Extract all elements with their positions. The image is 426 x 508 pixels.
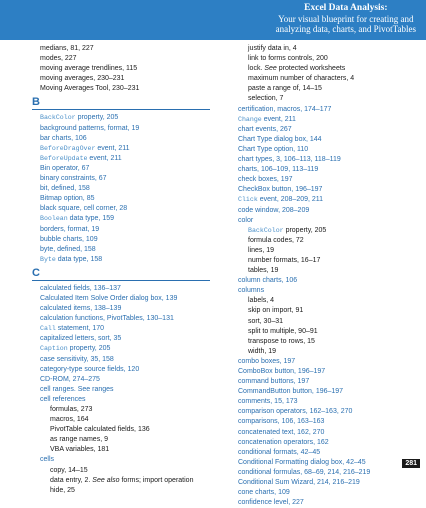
index-text: concatenated text, 162, 270: [238, 428, 325, 436]
index-text: byte, defined, 158: [40, 245, 96, 253]
index-entry: [32, 365, 218, 375]
index-text: calculated fields, 136–137: [40, 284, 121, 292]
index-text: tables, 19: [248, 267, 279, 275]
index-subentry: [32, 486, 218, 496]
book-title: [276, 3, 416, 35]
index-entry: [32, 344, 218, 354]
index-subentry: [230, 64, 420, 74]
index-text: calculated items, 138–139: [40, 305, 122, 313]
index-subentry: [32, 466, 218, 476]
index-entry: [32, 294, 218, 304]
index-text: copy, 14–15: [50, 466, 88, 474]
index-text: justify data in, 4: [248, 45, 297, 52]
book-title-line1: Excel Data Analysis:: [304, 3, 388, 13]
index-text: comparisons, 106, 163–163: [238, 418, 325, 426]
index-text: event, 211: [95, 144, 130, 152]
index-section-letter: C: [32, 267, 210, 281]
index-text: bubble charts, 109: [40, 235, 98, 243]
index-text: data type, 159: [67, 215, 115, 223]
index-text: statement, 170: [55, 325, 105, 333]
index-text: modes, 227: [40, 55, 77, 63]
index-text: confidence level, 227: [238, 499, 304, 507]
index-text: CommandButton button, 196–197: [238, 388, 344, 396]
index-entry: [32, 124, 218, 134]
index-text: split to multiple, 90–91: [248, 327, 318, 335]
index-text: data entry, 2.: [50, 476, 93, 484]
index-text: sort, 30–31: [248, 317, 284, 325]
index-text: protected worksheets: [276, 65, 346, 73]
index-subentry: [32, 415, 218, 425]
index-text: skip on import, 91: [248, 307, 304, 315]
code-term: BackColor: [40, 114, 76, 122]
index-text: maximum number of characters, 4: [248, 75, 355, 83]
index-entry: [230, 468, 420, 478]
index-text: conditional formulas, 68–69, 214, 216–219: [238, 468, 371, 476]
code-term: Click: [238, 196, 258, 204]
index-entry: [230, 216, 420, 226]
index-text: concatenation operators, 162: [238, 438, 329, 446]
index-text: black square, cell corner, 28: [40, 205, 128, 213]
index-entry: [230, 105, 420, 115]
index-entry: [230, 135, 420, 145]
code-term: Change: [238, 115, 262, 123]
index-subentry: [230, 327, 420, 337]
index-entry: [32, 74, 218, 84]
index-entry: [32, 194, 218, 204]
code-term: BeforeUpdate: [40, 154, 88, 162]
index-entry: [230, 458, 420, 468]
index-text: cell references: [40, 395, 86, 403]
index-text: Bin operator, 67: [40, 164, 90, 172]
index-entry: [230, 165, 420, 175]
index-subentry: [32, 476, 218, 486]
index-text: macros, 164: [50, 416, 89, 424]
index-text: Chart Type option, 110: [238, 145, 309, 153]
index-text: Conditional Sum Wizard, 214, 216–219: [238, 479, 360, 487]
index-text: formulas, 273: [50, 406, 93, 413]
index-text: lock.: [248, 65, 265, 73]
index-text: See: [264, 65, 277, 73]
index-entry: [32, 184, 218, 194]
index-text: width, 19: [248, 347, 277, 355]
index-subentry: [32, 445, 218, 455]
index-column-right: [230, 44, 420, 508]
index-entry: [32, 304, 218, 314]
index-text: command buttons, 197: [238, 378, 310, 386]
index-text: charts, 106–109, 113–119: [238, 166, 319, 174]
index-entry: [230, 206, 420, 216]
index-entry: [32, 54, 218, 64]
index-entry: [32, 174, 218, 184]
index-text: Conditional Formatting dialog box, 42–45: [238, 458, 366, 466]
index-entry: [230, 417, 420, 427]
index-entry: [230, 357, 420, 367]
index-entry: [230, 367, 420, 377]
index-text: conditional formats, 42–45: [238, 448, 321, 456]
index-text: Bitmap option, 85: [40, 195, 95, 203]
index-entry: [230, 145, 420, 155]
index-text: formula codes, 72: [248, 236, 304, 244]
index-text: color: [238, 216, 254, 224]
index-text: CD-ROM, 274–275: [40, 375, 100, 383]
index-entry: [230, 488, 420, 498]
index-entry: [32, 144, 218, 154]
index-entry: [230, 286, 420, 296]
index-text: chart events, 267: [238, 125, 292, 133]
code-term: Call: [40, 325, 56, 333]
index-entry: [230, 438, 420, 448]
index-text: binary constraints, 67: [40, 175, 107, 183]
index-text: background patterns, format, 19: [40, 124, 140, 132]
index-text: calculation functions, PivotTables, 130–131: [40, 315, 174, 323]
index-entry: [230, 155, 420, 165]
index-text: comparison operators, 162–163, 270: [238, 408, 353, 416]
index-text: VBA variables, 181: [50, 446, 110, 454]
code-term: Caption: [40, 345, 68, 353]
index-subentry: [230, 74, 420, 84]
index-subentry: [32, 405, 218, 415]
code-term: BeforeDragOver: [40, 144, 96, 152]
index-text: as range names, 9: [50, 436, 108, 444]
index-text: comments, 15, 173: [238, 398, 298, 406]
index-column-left: [32, 44, 218, 496]
index-entry: [230, 276, 420, 286]
index-entry: [32, 314, 218, 324]
index-text: cone charts, 109: [238, 489, 290, 497]
index-subentry: [230, 44, 420, 54]
index-entry: [32, 84, 218, 94]
index-entry: [230, 115, 420, 125]
index-text: Chart Type dialog box, 144: [238, 135, 322, 143]
index-subentry: [230, 226, 420, 236]
index-entry: [32, 44, 218, 54]
index-entry: [32, 355, 218, 365]
index-text: CheckBox button, 196–197: [238, 186, 323, 194]
index-subentry: [32, 435, 218, 445]
index-section-letter: B: [32, 96, 210, 110]
book-title-line3: analyzing data, charts, and PivotTables: [275, 24, 416, 34]
index-entry: [230, 407, 420, 417]
code-term: BackColor: [248, 226, 284, 234]
index-text: event, 208–209, 211: [257, 196, 324, 204]
index-text: columns: [238, 287, 265, 295]
index-entry: [230, 498, 420, 508]
index-text: check boxes, 197: [238, 176, 293, 184]
index-text: bar charts, 106: [40, 134, 87, 142]
index-text: certification, macros, 174–177: [238, 105, 332, 113]
index-text: event, 211: [261, 115, 296, 123]
index-entry: [230, 397, 420, 407]
index-entry: [230, 448, 420, 458]
index-text: forms; import operation: [119, 476, 194, 484]
index-text: category-type source fields, 120: [40, 365, 140, 373]
index-text: capitalized letters, sort, 35: [40, 335, 122, 343]
index-subentry: [230, 256, 420, 266]
index-text: medians, 81, 227: [40, 45, 94, 52]
index-text: Calculated Item Solve Order dialog box, 139: [40, 294, 178, 302]
index-subentry: [230, 317, 420, 327]
index-text: labels, 4: [248, 297, 275, 305]
index-entry: [230, 175, 420, 185]
index-text: moving averages, 230–231: [40, 75, 125, 83]
index-entry: [32, 245, 218, 255]
index-entry: [32, 154, 218, 164]
index-entry: [32, 235, 218, 245]
index-entry: [32, 204, 218, 214]
index-entry: [32, 334, 218, 344]
index-entry: [230, 125, 420, 135]
index-text: cells: [40, 456, 55, 464]
index-entry: [32, 113, 218, 123]
index-subentry: [230, 296, 420, 306]
index-text: link to forms controls, 200: [248, 55, 328, 63]
index-text: See also: [92, 476, 120, 484]
code-term: Boolean: [40, 215, 68, 223]
index-text: column charts, 106: [238, 277, 298, 285]
index-text: chart types, 3, 106–113, 118–119: [238, 156, 341, 164]
index-entry: [32, 255, 218, 265]
index-text: number formats, 16–17: [248, 256, 321, 264]
index-entry: [32, 375, 218, 385]
index-subentry: [230, 306, 420, 316]
index-subentry: [230, 54, 420, 64]
index-text: paste a range of, 14–15: [248, 85, 322, 93]
index-text: code window, 208–209: [238, 206, 310, 214]
index-entry: [32, 134, 218, 144]
index-text: cell ranges. See ranges: [40, 385, 114, 393]
index-text: Moving Averages Tool, 230–231: [40, 85, 140, 93]
index-text: property, 205: [283, 226, 327, 234]
index-entry: [32, 225, 218, 235]
index-subentry: [230, 236, 420, 246]
index-subentry: [32, 425, 218, 435]
page-number: 281: [402, 459, 420, 468]
index-entry: [230, 185, 420, 195]
index-entry: [230, 377, 420, 387]
index-entry: [32, 284, 218, 294]
index-subentry: [230, 337, 420, 347]
index-subentry: [230, 266, 420, 276]
index-subentry: [230, 84, 420, 94]
index-entry: [32, 395, 218, 405]
index-text: property, 205: [75, 114, 119, 122]
index-entry: [32, 214, 218, 224]
index-text: bit, defined, 158: [40, 185, 90, 193]
index-text: PivotTable calculated fields, 136: [50, 426, 150, 434]
index-entry: [32, 324, 218, 334]
index-text: moving average trendlines, 115: [40, 65, 138, 73]
index-text: property, 205: [67, 345, 111, 353]
index-text: ComboBox button, 196–197: [238, 368, 326, 375]
book-title-line2: Your visual blueprint for creating and: [278, 13, 414, 24]
index-entry: [230, 428, 420, 438]
index-entry: [32, 64, 218, 74]
index-entry: [32, 385, 218, 395]
index-text: borders, format, 19: [40, 225, 100, 233]
index-subentry: [230, 94, 420, 104]
index-text: hide, 25: [50, 486, 75, 494]
index-subentry: [230, 246, 420, 256]
index-text: case sensitivity, 35, 158: [40, 355, 114, 363]
index-entry: [32, 455, 218, 465]
index-text: event, 211: [87, 154, 122, 162]
header-bar: [0, 0, 426, 40]
index-text: lines, 19: [248, 246, 275, 254]
index-text: transpose to rows, 15: [248, 337, 315, 345]
index-text: combo boxes, 197: [238, 357, 296, 365]
index-subentry: [230, 347, 420, 357]
index-entry: [230, 195, 420, 205]
index-text: selection, 7: [248, 95, 284, 103]
index-entry: [32, 164, 218, 174]
index-text: data type, 158: [55, 255, 103, 263]
index-entry: [230, 387, 420, 397]
code-term: Byte: [40, 255, 56, 263]
